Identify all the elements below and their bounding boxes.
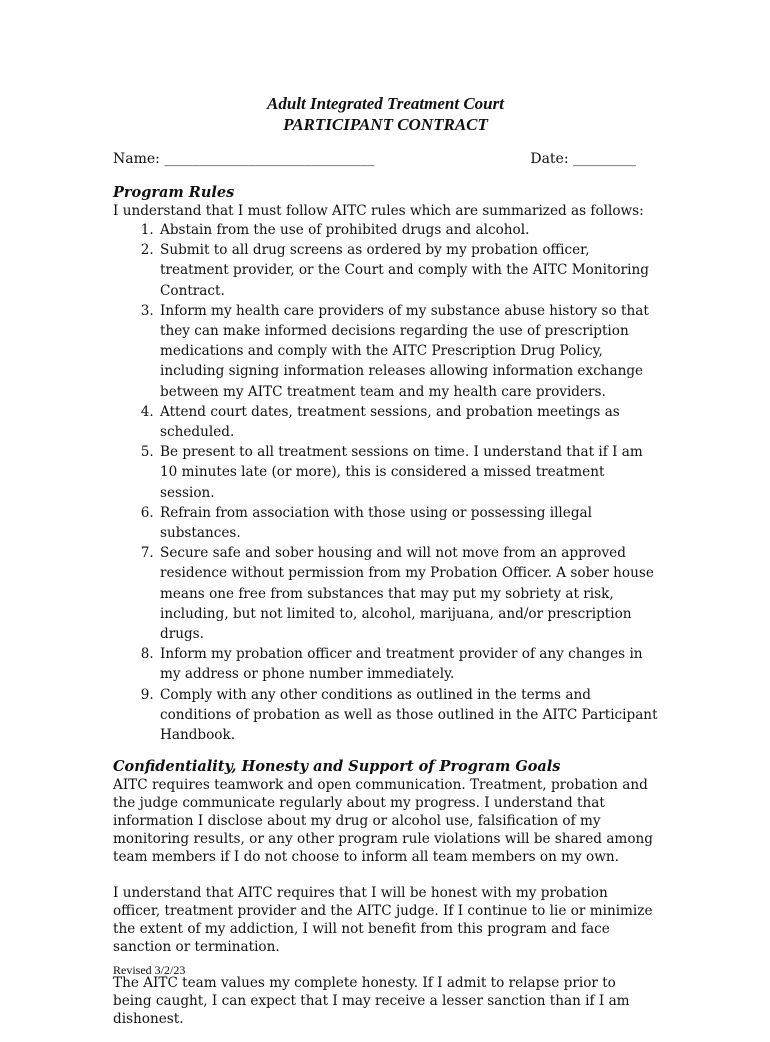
- program-rules-intro: I understand that I must follow AITC rules which are summarized as follows:: [113, 203, 644, 219]
- list-item: 9. Comply with any other conditions as outlined in the terms and conditions of probation as well as those outlined in the AITC Participant Handbook.: [158, 685, 658, 746]
- list-item: 5. Be present to all treatment sessions on time. I understand that if I am 10 minutes late (or more), this is considered a missed treatment session.: [158, 442, 658, 503]
- date-field[interactable]: Date: _________: [530, 151, 636, 167]
- program-rules-list: [113, 220, 658, 745]
- list-item: 4. Attend court dates, treatment sessions, and probation meetings as scheduled.: [158, 402, 658, 442]
- program-rules-heading: Program Rules: [113, 184, 235, 201]
- list-item: 7. Secure safe and sober housing and will not move from an approved residence without permission from my Probation Officer. A sober house means one free from substances that may put my sobriety at risk, including, but not limited to, alcohol, marijuana, and/or prescription drugs.: [158, 543, 658, 644]
- confidentiality-paragraph-1: AITC requires teamwork and open communication. Treatment, probation and the judge communicate regularly about my progress. I understand that information I disclose about my drug or alcohol use, falsification of my monitoring results, or any other program rule violations will be shared among team members if I do not choose to inform all team members on my own.: [113, 777, 653, 866]
- list-item: 3. Inform my health care providers of my substance abuse history so that they can make informed decisions regarding the use of prescription medications and comply with the AITC Prescription Drug Policy, including signing information releases allowing information exchange between my AITC treatment team and my health care providers.: [158, 301, 658, 402]
- revision-date: Revised 3/2/23: [113, 963, 186, 977]
- title-line-1: Adult Integrated Treatment Court: [267, 94, 504, 113]
- confidentiality-heading: Confidentiality, Honesty and Support of Program Goals: [113, 758, 561, 776]
- name-field[interactable]: Name: ______________________________: [113, 151, 375, 167]
- contract-page: [113, 93, 658, 1042]
- title-line-2: PARTICIPANT CONTRACT: [283, 115, 488, 134]
- list-item: 6. Refrain from association with those using or possessing illegal substances.: [158, 503, 658, 543]
- list-item: 1. Abstain from the use of prohibited drugs and alcohol.: [158, 220, 658, 240]
- document-title: [113, 93, 658, 135]
- name-date-row: [113, 151, 648, 167]
- list-item: 2. Submit to all drug screens as ordered by my probation officer, treatment provider, or the Court and comply with the AITC Monitoring Contract.: [158, 240, 658, 301]
- confidentiality-paragraph-3: The AITC team values my complete honesty. If I admit to relapse prior to being caught, I can expect that I may receive a lesser sanction than if I am dishonest.: [113, 975, 630, 1028]
- confidentiality-paragraph-2: I understand that AITC requires that I will be honest with my probation officer, treatment provider and the AITC judge. If I continue to lie or minimize the extent of my addiction, I will not benefit from this program and face sanction or termination.: [113, 885, 653, 956]
- list-item: 8. Inform my probation officer and treatment provider of any changes in my address or phone number immediately.: [158, 644, 658, 684]
